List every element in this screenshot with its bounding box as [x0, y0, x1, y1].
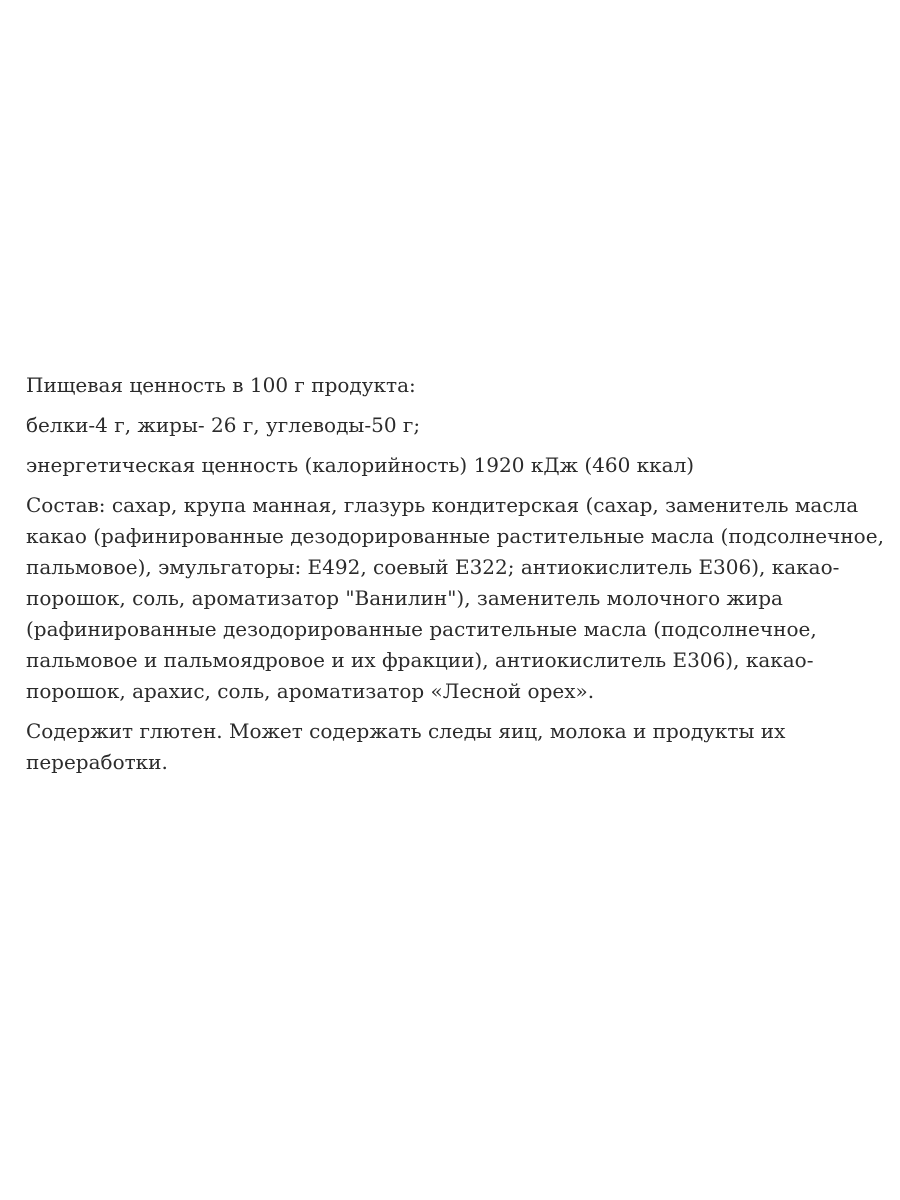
- macronutrients: белки-4 г, жиры- 26 г, углеводы-50 г;: [26, 413, 421, 437]
- product-info-document: [26, 370, 884, 778]
- composition-line: пальмовое), эмульгаторы: Е492, соевый Е322; антиокислитель Е306), какао-: [26, 555, 840, 579]
- allergen-line: Содержит глютен. Может содержать следы яиц, молока и продукты их: [26, 719, 786, 743]
- composition-line: порошок, арахис, соль, ароматизатор «Лесной орех».: [26, 679, 595, 703]
- nutrition-title: Пищевая ценность в 100 г продукта:: [26, 373, 416, 397]
- composition-paragraph: [26, 490, 884, 707]
- composition-line: какао (рафинированные дезодорированные растительные масла (подсолнечное,: [26, 524, 884, 548]
- composition-line: Состав: сахар, крупа манная, глазурь кондитерская (сахар, заменитель масла: [26, 493, 859, 517]
- composition-line: пальмовое и пальмоядровое и их фракции), антиокислитель Е306), какао-: [26, 648, 814, 672]
- energy-value: энергетическая ценность (калорийность) 1920 кДж (460 ккал): [26, 453, 695, 477]
- composition-line: порошок, соль, ароматизатор "Ванилин"), заменитель молочного жира: [26, 586, 783, 610]
- composition-line: (рафинированные дезодорированные растительные масла (подсолнечное,: [26, 617, 817, 641]
- allergen-line: переработки.: [26, 750, 168, 774]
- allergen-paragraph: [26, 716, 876, 778]
